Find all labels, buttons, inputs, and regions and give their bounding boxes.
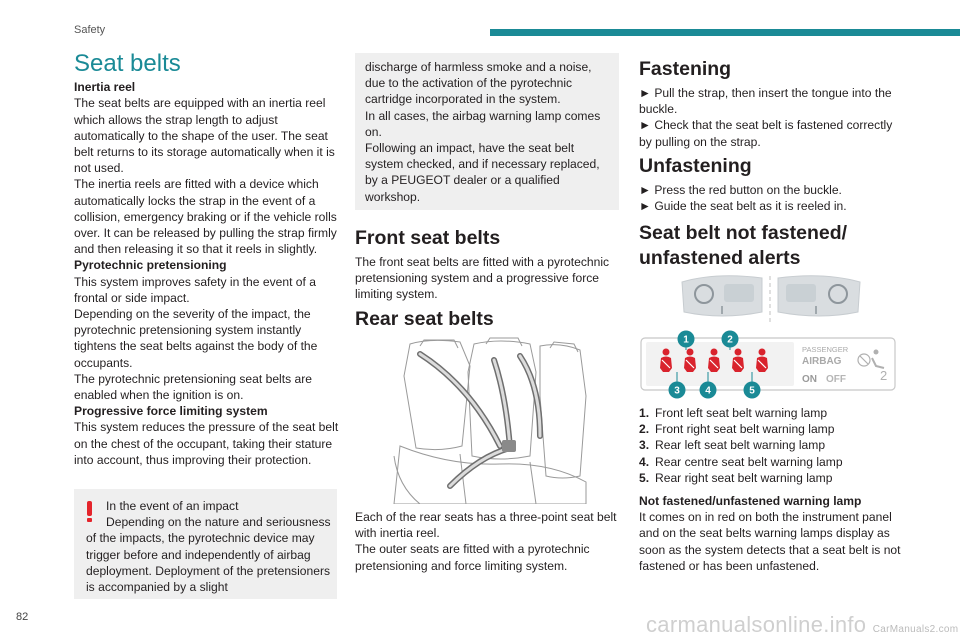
lamp-text: It comes on in red on both the instrument panel and on the seat belts warning lamps display as soon as the system detects that a seat belt is not fastened or has been unfastened. xyxy=(639,510,901,573)
seat-belt-warning-panel xyxy=(640,330,900,402)
fastening-step-1: ► Pull the strap, then insert the tongue into the buckle. xyxy=(639,86,892,117)
force-text: This system reduces the pressure of the seat belt on the chest of the occupant, taking their stature into account, thus improving their protection. xyxy=(74,420,339,467)
alerts-heading: Seat belt not fastened/ unfastened alerts xyxy=(639,222,848,269)
unfastening-heading: Unfastening xyxy=(639,155,752,177)
lamp-heading: Not fastened/unfastened warning lamp xyxy=(639,494,862,508)
unfastening-section xyxy=(639,154,907,214)
callout-2: 2 xyxy=(727,334,733,346)
list-label: Front left seat belt warning lamp xyxy=(655,406,828,420)
fastening-heading: Fastening xyxy=(639,58,732,80)
callout-4: 4 xyxy=(705,385,711,397)
warning-heading: In the event of an impact xyxy=(106,499,239,513)
page-number: 82 xyxy=(16,611,29,623)
list-item xyxy=(639,421,907,437)
pyro-text-3: The pyrotechnic pretensioning seat belts are enabled when the ignition is on. xyxy=(74,371,312,403)
continuation-note-box xyxy=(355,53,619,210)
panel-passenger-label: PASSENGER xyxy=(802,345,849,354)
list-label: Rear right seat belt warning lamp xyxy=(655,470,833,485)
column-1 xyxy=(74,50,342,468)
running-header: Safety xyxy=(74,24,106,36)
list-item xyxy=(639,437,907,453)
note-text-1: discharge of harmless smoke and a noise, due to the activation of the pyrotechnic cartridge incorporated in the system. xyxy=(365,60,592,107)
force-heading: Progressive force limiting system xyxy=(74,404,268,419)
warning-text: Depending on the nature and seriousness of the impacts, the pyrotechnic device may trigger before and independently of airbag deployment. Deployment of the pretensioners is accompanied by a slight xyxy=(86,515,331,595)
panel-airbag-label: AIRBAG xyxy=(802,356,842,367)
list-item xyxy=(639,405,907,421)
panel-on-label: ON xyxy=(802,374,817,385)
callout-5: 5 xyxy=(749,385,755,397)
pyro-heading: Pyrotechnic pretensioning xyxy=(74,258,227,273)
front-text: The front seat belts are fitted with a pyrotechnic pretensioning system and a progressive force limiting system. xyxy=(355,255,610,302)
inertia-text-2: The inertia reels are fitted with a device which automatically locks the strap in the event of a collision, emergency braking or if the vehicle rolls over. It can be released by pulling the strap firmly and then releasing it so that it reels in slightly. xyxy=(74,177,337,257)
pyro-text-2: Depending on the severity of the impact, the pyrotechnic pretensioning system instantly tightens the seat belts against the body of the occupants. xyxy=(74,307,318,370)
header-accent-bar xyxy=(490,29,960,36)
list-num: 5. xyxy=(639,470,650,485)
front-heading: Front seat belts xyxy=(355,227,501,249)
note-text-3: Following an impact, have the seat belt system checked, and if necessary replaced, by a PEUGEOT dealer or a qualified workshop. xyxy=(365,141,600,204)
lamp-list xyxy=(639,405,907,486)
rear-belts-heading-block xyxy=(355,307,623,331)
list-item xyxy=(639,454,907,470)
rear-belts-text-block xyxy=(355,509,623,574)
watermark-main: carmanualsonline.info xyxy=(646,612,867,637)
unfastening-step-1: ► Press the red button on the buckle. xyxy=(639,183,842,197)
fastening-section xyxy=(639,57,907,150)
alerts-heading-block xyxy=(639,221,869,271)
list-num: 2. xyxy=(639,422,650,437)
watermark xyxy=(646,612,958,638)
list-label: Front right seat belt warning lamp xyxy=(655,422,835,437)
panel-off-label: OFF xyxy=(826,374,846,385)
rear-seat-illustration xyxy=(390,336,590,504)
rear-heading: Rear seat belts xyxy=(355,308,494,330)
list-num: 1. xyxy=(639,406,650,420)
panel-two-label: 2 xyxy=(880,368,888,383)
rear-text-1: Each of the rear seats has a three-point seat belt with inertia reel. xyxy=(355,510,617,541)
callout-3: 3 xyxy=(674,385,680,397)
inertia-heading: Inertia reel xyxy=(74,80,136,95)
page-title: Seat belts xyxy=(74,50,181,77)
list-label: Rear centre seat belt warning lamp xyxy=(655,454,843,469)
front-belts-section xyxy=(355,226,623,303)
warning-box xyxy=(74,489,337,599)
rear-text-2: The outer seats are fitted with a pyrotechnic pretensioning and force limiting system. xyxy=(355,542,590,573)
list-label: Rear left seat belt warning lamp xyxy=(655,438,826,453)
inertia-text-1: The seat belts are equipped with an inertia reel which allows the strap length to adjust automatically to the shape of the user. The seat belt returns to its storage automatically when it is not used. xyxy=(74,96,335,176)
callout-1: 1 xyxy=(683,334,689,346)
fastening-step-2: ► Check that the seat belt is fastened correctly by pulling on the strap. xyxy=(639,118,893,149)
list-num: 3. xyxy=(639,438,650,453)
list-item xyxy=(639,470,907,486)
dashboard-illustration xyxy=(676,270,866,326)
list-num: 4. xyxy=(639,454,650,469)
note-text-2: In all cases, the airbag warning lamp comes on. xyxy=(365,108,601,139)
watermark-small: CarManuals2.com xyxy=(872,624,959,635)
pyro-text-1: This system improves safety in the event of a frontal or side impact. xyxy=(74,274,316,305)
lamp-description xyxy=(639,493,907,574)
unfastening-step-2: ► Guide the seat belt as it is reeled in. xyxy=(639,199,847,214)
